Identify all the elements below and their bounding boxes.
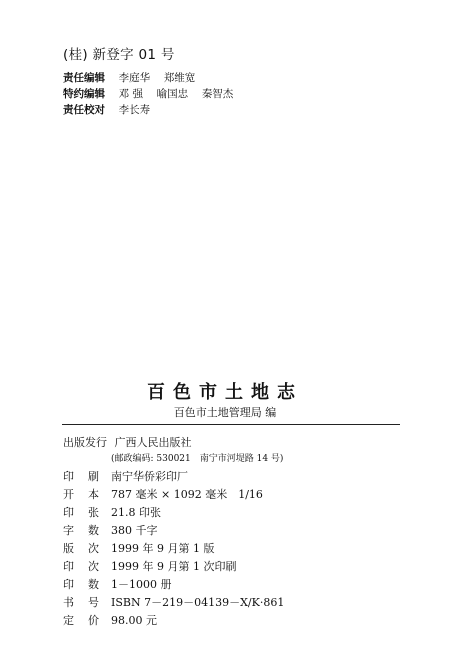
publisher-address: (邮政编码: 530021 南宁市河堤路 14 号) <box>111 454 284 464</box>
detail-row <box>63 468 188 484</box>
credit-row-special-editor <box>63 86 243 101</box>
detail-value: 98.00 元 <box>111 614 157 627</box>
detail-row <box>63 522 158 538</box>
publisher-value: 广西人民出版社 <box>114 436 192 449</box>
detail-row <box>63 540 214 556</box>
compiler-line: 百色市土地管理局 编 <box>173 406 277 419</box>
divider-rule <box>62 424 400 425</box>
registration-number: (桂) 新登字 01 号 <box>63 47 175 63</box>
detail-row <box>63 486 263 502</box>
detail-label: 字数 <box>63 524 113 537</box>
credit-name: 秦智杰 <box>201 88 234 100</box>
publisher-label: 出版发行 <box>63 436 107 449</box>
detail-label: 印数 <box>63 578 113 591</box>
detail-row <box>63 576 172 592</box>
credit-label: 责任编辑 <box>63 72 105 84</box>
credit-name: 邓 强 <box>118 88 143 100</box>
detail-label: 印张 <box>63 506 113 519</box>
credit-label: 特约编辑 <box>63 88 105 100</box>
detail-value: 1999 年 9 月第 1 次印刷 <box>111 560 237 573</box>
detail-value: 787 毫米 × 1092 毫米 1/16 <box>111 488 263 501</box>
detail-row <box>63 612 157 628</box>
detail-value: 1－1000 册 <box>111 578 172 591</box>
detail-value: ISBN 7－219－04139－X/K·861 <box>111 596 285 609</box>
detail-value: 21.8 印张 <box>111 506 161 519</box>
detail-label: 版次 <box>63 542 113 555</box>
detail-value: 南宁华侨彩印厂 <box>111 470 188 483</box>
detail-label: 定价 <box>63 614 113 627</box>
credit-label: 责任校对 <box>63 104 105 116</box>
detail-label: 印刷 <box>63 470 113 483</box>
credit-name: 李长寿 <box>118 104 151 116</box>
book-title: 百色市土地志 <box>147 382 303 403</box>
detail-label: 开本 <box>63 488 113 501</box>
detail-value: 1999 年 9 月第 1 版 <box>111 542 215 555</box>
detail-row <box>63 594 284 610</box>
detail-label: 印次 <box>63 560 113 573</box>
detail-value: 380 千字 <box>111 524 158 537</box>
publisher-row <box>63 434 192 450</box>
credit-name: 喻国忠 <box>156 88 189 100</box>
credit-row-editor <box>63 70 205 85</box>
detail-label: 书号 <box>63 596 113 609</box>
detail-row <box>63 558 236 574</box>
credit-row-proofreader <box>63 102 160 117</box>
credit-name: 郑维宽 <box>163 72 196 84</box>
credit-name: 李庭华 <box>118 72 151 84</box>
detail-row <box>63 504 161 520</box>
